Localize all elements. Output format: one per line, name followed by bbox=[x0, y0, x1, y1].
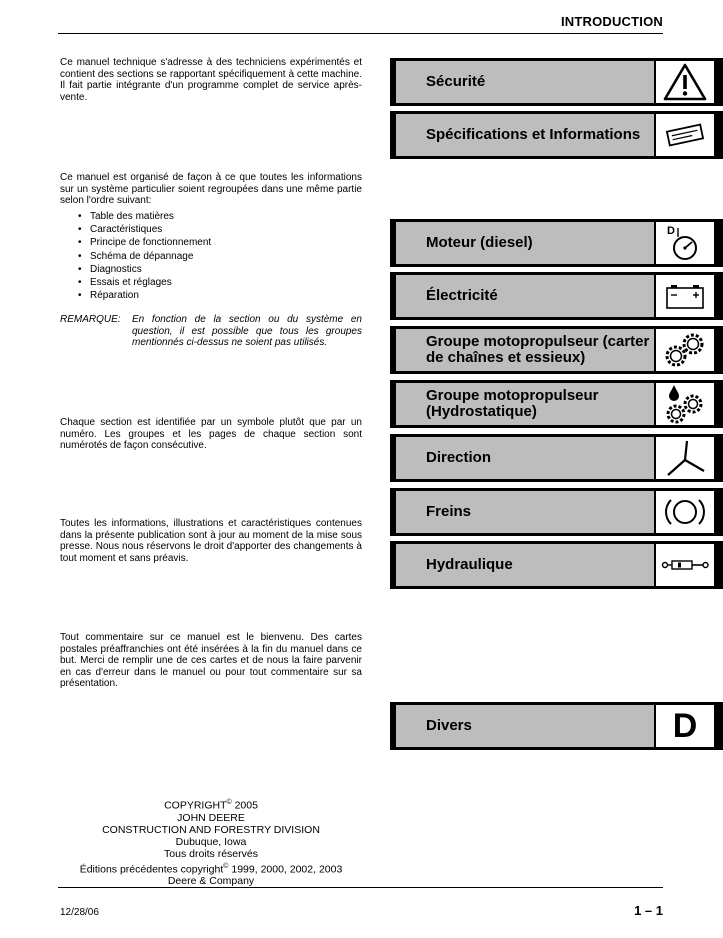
tab-label: Direction bbox=[396, 437, 654, 479]
tab-label: Groupe motopropulseur (carter de chaînes et essieux) bbox=[396, 329, 654, 371]
tab-label: Divers bbox=[396, 705, 654, 747]
tab-label: Groupe motopropulseur (Hydrostatique) bbox=[396, 383, 654, 425]
tab-electricite[interactable] bbox=[390, 272, 723, 320]
tab-securite[interactable] bbox=[390, 58, 723, 106]
brake-icon bbox=[656, 491, 714, 533]
list-item: • Caractéristiques bbox=[78, 223, 211, 236]
contents-order-list bbox=[78, 210, 211, 302]
hydraulic-cylinder-icon bbox=[656, 544, 714, 586]
intro-paragraph-2: Ce manuel est organisé de façon à ce que toutes les informations sur un système particulier soient regroupées dans une même partie selon l'ordre suivant: bbox=[60, 172, 362, 207]
tab-hydraulique[interactable] bbox=[390, 541, 723, 589]
copyright-owner: Deere & Company bbox=[167, 875, 255, 888]
list-item: • Réparation bbox=[78, 289, 211, 302]
header-rule bbox=[58, 33, 663, 34]
list-item: • Table des matières bbox=[78, 210, 211, 223]
list-item: • Essais et réglages bbox=[78, 276, 211, 289]
remark-label: REMARQUE: bbox=[60, 314, 121, 325]
footer-rule bbox=[58, 887, 663, 888]
copyright-block bbox=[60, 797, 362, 887]
page-number: 1 – 1 bbox=[634, 903, 663, 918]
steering-icon bbox=[656, 437, 714, 479]
spec-card-icon bbox=[656, 114, 714, 156]
copyright-company: JOHN DEERE bbox=[177, 811, 245, 824]
previous-editions-years: 1999, 2000, 2002, 2003 bbox=[228, 863, 343, 876]
list-item: • Schéma de dépannage bbox=[78, 250, 211, 263]
copyright-rights: Tous droits réservés bbox=[164, 848, 258, 861]
intro-paragraph-1: Ce manuel technique s'adresse à des techniciens expérimentés et contient des sections se rapportant spécifiquement à cette machine. Il fait partie intégrante d'un programme complet de service après-vente. bbox=[60, 57, 362, 103]
copyright-location: Dubuque, Iowa bbox=[175, 836, 247, 849]
footer-date: 12/28/06 bbox=[60, 907, 99, 918]
hydro-gears-icon bbox=[656, 383, 714, 425]
list-item: • Principe de fonctionnement bbox=[78, 236, 211, 249]
tab-moteur[interactable] bbox=[390, 219, 723, 267]
intro-paragraph-5: Tout commentaire sur ce manuel est le bienvenu. Des cartes postales préaffranchies ont été insérées à la fin du manuel dans ce but. Merci de remplir une de ces cartes et de nous la faire parvenir en cas d'erreur dans le manuel ou pour tout commentaire sur sa présentation. bbox=[60, 632, 362, 690]
gears-icon bbox=[656, 329, 714, 371]
svg-text:D: D bbox=[667, 225, 675, 237]
copyright-mark: © bbox=[226, 799, 232, 806]
tab-label: Freins bbox=[396, 491, 654, 533]
intro-paragraph-4: Toutes les informations, illustrations et caractéristiques contenues dans la présente publication sont à jour au moment de la mise sous presse. Nous nous réservons le droit d'apporter des changements à tout moment et sans préavis. bbox=[60, 518, 362, 564]
intro-paragraph-3: Chaque section est identifiée par un symbole plutôt que par un numéro. Les groupes et les pages de chaque section sont numérotés de façon consécutive. bbox=[60, 417, 362, 452]
letter-d-icon bbox=[656, 705, 714, 747]
copyright-mark-2: © bbox=[223, 862, 229, 870]
tab-freins[interactable] bbox=[390, 488, 723, 536]
previous-editions-label: Éditions précédentes copyright bbox=[79, 863, 224, 876]
tab-divers[interactable] bbox=[390, 702, 723, 750]
copyright-year: 2005 bbox=[231, 799, 258, 812]
tab-label: Hydraulique bbox=[396, 544, 654, 586]
copyright-word: COPYRIGHT bbox=[164, 799, 227, 812]
tab-label: Moteur (diesel) bbox=[396, 222, 654, 264]
warning-triangle-icon bbox=[656, 61, 714, 103]
battery-icon bbox=[656, 275, 714, 317]
tab-label: Spécifications et Informations bbox=[396, 114, 654, 156]
list-item: • Diagnostics bbox=[78, 263, 211, 276]
tab-label: Électricité bbox=[396, 275, 654, 317]
page-header-title: INTRODUCTION bbox=[560, 14, 663, 29]
tab-direction[interactable] bbox=[390, 434, 723, 482]
section-letter: D bbox=[672, 706, 698, 745]
engine-gauge-icon bbox=[656, 222, 714, 264]
tab-specifications[interactable] bbox=[390, 111, 723, 159]
tab-groupe-hydrostatique[interactable] bbox=[390, 380, 723, 428]
remark-text: En fonction de la section ou du système en question, il est possible que tous les groupes mentionnés ci-dessus ne soient pas utilisés. bbox=[132, 314, 362, 349]
tab-groupe-chaines[interactable] bbox=[390, 326, 723, 374]
copyright-division: CONSTRUCTION AND FORESTRY DIVISION bbox=[102, 823, 320, 836]
remark-note bbox=[60, 314, 362, 349]
tab-label: Sécurité bbox=[396, 61, 654, 103]
